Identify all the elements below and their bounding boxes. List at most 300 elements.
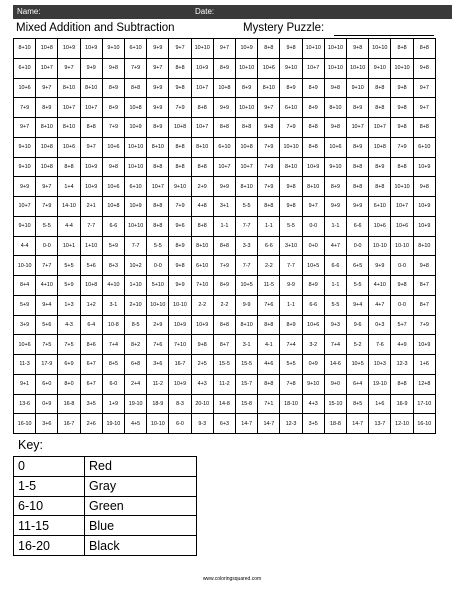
puzzle-cell[interactable]: 8+10 xyxy=(191,236,213,256)
puzzle-cell[interactable]: 10+8 xyxy=(213,78,235,98)
puzzle-cell[interactable]: 15-5 xyxy=(236,355,258,375)
puzzle-cell[interactable]: 3-2 xyxy=(302,335,324,355)
puzzle-cell[interactable]: 10+9 xyxy=(80,177,102,197)
puzzle-cell[interactable]: 9+6 xyxy=(169,216,191,236)
puzzle-cell[interactable]: 6+10 xyxy=(14,58,36,78)
puzzle-cell[interactable]: 4+3 xyxy=(302,394,324,414)
puzzle-cell[interactable]: 10+9 xyxy=(302,157,324,177)
puzzle-cell[interactable]: 8+8 xyxy=(213,315,235,335)
puzzle-cell[interactable]: 10+9 xyxy=(236,39,258,59)
puzzle-cell[interactable]: 10+7 xyxy=(191,118,213,138)
puzzle-cell[interactable]: 10-10 xyxy=(369,236,391,256)
puzzle-cell[interactable]: 6-0 xyxy=(102,374,124,394)
puzzle-cell[interactable]: 10+9 xyxy=(413,197,435,217)
puzzle-cell[interactable]: 8+7 xyxy=(213,335,235,355)
puzzle-cell[interactable]: 10+6 xyxy=(58,137,80,157)
puzzle-cell[interactable]: 8+3 xyxy=(102,256,124,276)
puzzle-cell[interactable]: 8+8 xyxy=(169,157,191,177)
puzzle-cell[interactable]: 10+8 xyxy=(236,137,258,157)
puzzle-cell[interactable]: 12-3 xyxy=(391,355,413,375)
puzzle-cell[interactable]: 8+8 xyxy=(391,374,413,394)
puzzle-cell[interactable]: 8+8 xyxy=(302,118,324,138)
puzzle-cell[interactable]: 16-10 xyxy=(413,414,435,434)
puzzle-cell[interactable]: 4+7 xyxy=(324,236,346,256)
puzzle-cell[interactable]: 3+5 xyxy=(302,414,324,434)
puzzle-cell[interactable]: 8+9 xyxy=(213,276,235,296)
puzzle-cell[interactable]: 7-7 xyxy=(125,236,147,256)
puzzle-cell[interactable]: 7+9 xyxy=(36,197,58,217)
puzzle-cell[interactable]: 3+10 xyxy=(280,236,302,256)
puzzle-cell[interactable]: 5-5 xyxy=(324,295,346,315)
puzzle-cell[interactable]: 10+7 xyxy=(213,157,235,177)
puzzle-cell[interactable]: 7+9 xyxy=(258,137,280,157)
puzzle-cell[interactable]: 8+8 xyxy=(302,137,324,157)
puzzle-cell[interactable]: 1-1 xyxy=(280,295,302,315)
puzzle-cell[interactable]: 9-6 xyxy=(347,315,369,335)
puzzle-cell[interactable]: 19-10 xyxy=(369,374,391,394)
puzzle-cell[interactable]: 10+8 xyxy=(125,98,147,118)
puzzle-cell[interactable]: 5-5 xyxy=(236,197,258,217)
puzzle-cell[interactable]: 2+6 xyxy=(80,414,102,434)
puzzle-cell[interactable]: 9+8 xyxy=(413,256,435,276)
puzzle-cell[interactable]: 19-10 xyxy=(102,414,124,434)
puzzle-cell[interactable]: 6+10 xyxy=(413,137,435,157)
puzzle-cell[interactable]: 1+3 xyxy=(58,295,80,315)
puzzle-cell[interactable]: 5-5 xyxy=(36,216,58,236)
puzzle-cell[interactable]: 10+10 xyxy=(125,216,147,236)
puzzle-cell[interactable]: 7+1 xyxy=(258,394,280,414)
puzzle-cell[interactable]: 9+8 xyxy=(102,58,124,78)
puzzle-cell[interactable]: 10+6 xyxy=(391,216,413,236)
puzzle-cell[interactable]: 8+8 xyxy=(169,58,191,78)
puzzle-cell[interactable]: 1-1 xyxy=(213,216,235,236)
puzzle-cell[interactable]: 1-1 xyxy=(324,276,346,296)
puzzle-cell[interactable]: 8+10 xyxy=(280,157,302,177)
puzzle-cell[interactable]: 5+5 xyxy=(280,355,302,375)
puzzle-cell[interactable]: 10+8 xyxy=(102,197,124,217)
puzzle-cell[interactable]: 1+10 xyxy=(80,236,102,256)
puzzle-cell[interactable]: 3+6 xyxy=(36,414,58,434)
puzzle-cell[interactable]: 7+10 xyxy=(191,276,213,296)
puzzle-cell[interactable]: 9+1 xyxy=(14,374,36,394)
puzzle-cell[interactable]: 9+4 xyxy=(36,295,58,315)
puzzle-cell[interactable]: 14-6 xyxy=(324,355,346,375)
puzzle-cell[interactable]: 6+4 xyxy=(347,374,369,394)
puzzle-cell[interactable]: 8+8 xyxy=(391,39,413,59)
puzzle-cell[interactable]: 14-7 xyxy=(258,414,280,434)
puzzle-cell[interactable]: 17-9 xyxy=(36,355,58,375)
puzzle-cell[interactable]: 10+6 xyxy=(14,335,36,355)
puzzle-cell[interactable]: 8+8 xyxy=(413,118,435,138)
puzzle-cell[interactable]: 2-2 xyxy=(191,295,213,315)
puzzle-cell[interactable]: 10+10 xyxy=(147,295,169,315)
puzzle-cell[interactable]: 0-0 xyxy=(147,256,169,276)
puzzle-cell[interactable]: 7-7 xyxy=(236,216,258,236)
puzzle-cell[interactable]: 5+6 xyxy=(36,315,58,335)
puzzle-cell[interactable]: 1+6 xyxy=(413,355,435,375)
puzzle-cell[interactable]: 6+10 xyxy=(125,177,147,197)
puzzle-cell[interactable]: 9+9 xyxy=(324,197,346,217)
puzzle-cell[interactable]: 8+9 xyxy=(280,78,302,98)
puzzle-cell[interactable]: 7+5 xyxy=(36,335,58,355)
puzzle-cell[interactable]: 9+9 xyxy=(147,98,169,118)
puzzle-cell[interactable]: 10+7 xyxy=(191,78,213,98)
puzzle-cell[interactable]: 0-0 xyxy=(347,236,369,256)
puzzle-cell[interactable]: 10+9 xyxy=(58,39,80,59)
puzzle-cell[interactable]: 8+9 xyxy=(280,315,302,335)
puzzle-cell[interactable]: 2+4 xyxy=(125,374,147,394)
puzzle-cell[interactable]: 6+5 xyxy=(347,256,369,276)
puzzle-cell[interactable]: 8+8 xyxy=(213,236,235,256)
puzzle-cell[interactable]: 2+5 xyxy=(191,355,213,375)
puzzle-cell[interactable]: 10+10 xyxy=(236,98,258,118)
puzzle-cell[interactable]: 9+8 xyxy=(391,98,413,118)
puzzle-cell[interactable]: 16-7 xyxy=(169,355,191,375)
puzzle-cell[interactable]: 9+10 xyxy=(102,39,124,59)
puzzle-cell[interactable]: 9+4 xyxy=(347,295,369,315)
puzzle-cell[interactable]: 8+9 xyxy=(236,78,258,98)
puzzle-cell[interactable]: 10+7 xyxy=(58,98,80,118)
puzzle-cell[interactable]: 9+7 xyxy=(302,197,324,217)
puzzle-cell[interactable]: 9-9 xyxy=(236,295,258,315)
puzzle-cell[interactable]: 9+8 xyxy=(258,118,280,138)
puzzle-cell[interactable]: 8+9 xyxy=(169,236,191,256)
puzzle-cell[interactable]: 11-2 xyxy=(213,374,235,394)
puzzle-cell[interactable]: 9+7 xyxy=(169,39,191,59)
puzzle-cell[interactable]: 16-10 xyxy=(14,414,36,434)
puzzle-cell[interactable]: 1+10 xyxy=(125,276,147,296)
puzzle-cell[interactable]: 10+8 xyxy=(169,118,191,138)
puzzle-cell[interactable]: 4-4 xyxy=(58,216,80,236)
puzzle-cell[interactable]: 7+9 xyxy=(280,118,302,138)
puzzle-cell[interactable]: 10+1 xyxy=(58,236,80,256)
puzzle-cell[interactable]: 3+6 xyxy=(147,355,169,375)
puzzle-cell[interactable]: 9+10 xyxy=(347,78,369,98)
puzzle-cell[interactable]: 15-5 xyxy=(213,355,235,375)
puzzle-cell[interactable]: 10+10 xyxy=(191,39,213,59)
puzzle-cell[interactable]: 7-7 xyxy=(236,256,258,276)
puzzle-cell[interactable]: 9+10 xyxy=(369,58,391,78)
puzzle-cell[interactable]: 7+4 xyxy=(280,335,302,355)
puzzle-cell[interactable]: 8+9 xyxy=(324,177,346,197)
puzzle-cell[interactable]: 4+10 xyxy=(369,276,391,296)
puzzle-cell[interactable]: 7+9 xyxy=(125,58,147,78)
puzzle-cell[interactable]: 10+10 xyxy=(324,39,346,59)
puzzle-cell[interactable]: 8+8 xyxy=(125,78,147,98)
puzzle-cell[interactable]: 10+10 xyxy=(391,58,413,78)
puzzle-cell[interactable]: 8+0 xyxy=(58,374,80,394)
puzzle-cell[interactable]: 16-7 xyxy=(58,414,80,434)
puzzle-cell[interactable]: 0-0 xyxy=(391,295,413,315)
puzzle-cell[interactable]: 6-0 xyxy=(169,414,191,434)
puzzle-cell[interactable]: 9+7 xyxy=(80,137,102,157)
puzzle-cell[interactable]: 3+5 xyxy=(80,394,102,414)
puzzle-cell[interactable]: 10+7 xyxy=(302,58,324,78)
puzzle-cell[interactable]: 8+10 xyxy=(236,315,258,335)
puzzle-cell[interactable]: 9-9 xyxy=(280,276,302,296)
puzzle-cell[interactable]: 9+8 xyxy=(391,118,413,138)
puzzle-cell[interactable]: 8+10 xyxy=(324,98,346,118)
puzzle-cell[interactable]: 6+7 xyxy=(80,374,102,394)
puzzle-cell[interactable]: 10+9 xyxy=(125,197,147,217)
puzzle-cell[interactable]: 1+9 xyxy=(102,394,124,414)
puzzle-cell[interactable]: 8+8 xyxy=(258,374,280,394)
puzzle-cell[interactable]: 7+9 xyxy=(213,256,235,276)
puzzle-cell[interactable]: 14-7 xyxy=(236,414,258,434)
puzzle-cell[interactable]: 0+0 xyxy=(302,236,324,256)
puzzle-cell[interactable]: 8+9 xyxy=(36,98,58,118)
puzzle-cell[interactable]: 1-1 xyxy=(258,216,280,236)
puzzle-cell[interactable]: 6-6 xyxy=(324,256,346,276)
puzzle-cell[interactable]: 10+10 xyxy=(125,137,147,157)
puzzle-cell[interactable]: 4-3 xyxy=(58,315,80,335)
puzzle-cell[interactable]: 9+9 xyxy=(169,276,191,296)
puzzle-cell[interactable]: 10+6 xyxy=(258,58,280,78)
puzzle-cell[interactable]: 8+10 xyxy=(258,78,280,98)
puzzle-cell[interactable]: 6+10 xyxy=(191,256,213,276)
puzzle-cell[interactable]: 7+9 xyxy=(102,118,124,138)
puzzle-cell[interactable]: 7+9 xyxy=(258,157,280,177)
puzzle-cell[interactable]: 4+6 xyxy=(258,355,280,375)
puzzle-cell[interactable]: 8+8 xyxy=(391,157,413,177)
puzzle-cell[interactable]: 8+9 xyxy=(347,98,369,118)
puzzle-cell[interactable]: 8+7 xyxy=(413,276,435,296)
puzzle-cell[interactable]: 4+8 xyxy=(191,197,213,217)
puzzle-cell[interactable]: 0+3 xyxy=(369,315,391,335)
puzzle-cell[interactable]: 4+10 xyxy=(102,276,124,296)
puzzle-cell[interactable]: 10+7 xyxy=(36,58,58,78)
puzzle-cell[interactable]: 11-5 xyxy=(258,276,280,296)
puzzle-cell[interactable]: 3+1 xyxy=(213,197,235,217)
puzzle-cell[interactable]: 7+6 xyxy=(147,335,169,355)
puzzle-cell[interactable]: 13-6 xyxy=(14,394,36,414)
puzzle-cell[interactable]: 10+5 xyxy=(236,276,258,296)
puzzle-cell[interactable]: 9+8 xyxy=(391,276,413,296)
puzzle-cell[interactable]: 10+7 xyxy=(391,197,413,217)
puzzle-cell[interactable]: 8-5 xyxy=(125,315,147,335)
puzzle-cell[interactable]: 7-7 xyxy=(280,256,302,276)
puzzle-cell[interactable]: 10+9 xyxy=(191,58,213,78)
puzzle-cell[interactable]: 8+10 xyxy=(80,78,102,98)
puzzle-cell[interactable]: 10-8 xyxy=(102,315,124,335)
puzzle-cell[interactable]: 8+9 xyxy=(102,78,124,98)
puzzle-cell[interactable]: 8+9 xyxy=(369,157,391,177)
puzzle-cell[interactable]: 9+7 xyxy=(413,78,435,98)
puzzle-cell[interactable]: 6+7 xyxy=(80,355,102,375)
puzzle-cell[interactable]: 9+8 xyxy=(324,78,346,98)
puzzle-cell[interactable]: 7+9 xyxy=(169,98,191,118)
puzzle-cell[interactable]: 9+10 xyxy=(302,374,324,394)
puzzle-cell[interactable]: 7+10 xyxy=(169,335,191,355)
puzzle-cell[interactable]: 8+9 xyxy=(302,98,324,118)
puzzle-cell[interactable]: 10+6 xyxy=(302,315,324,335)
puzzle-cell[interactable]: 9+7 xyxy=(58,58,80,78)
puzzle-cell[interactable]: 5+9 xyxy=(58,276,80,296)
puzzle-cell[interactable]: 1-1 xyxy=(324,216,346,236)
puzzle-cell[interactable]: 5+9 xyxy=(14,295,36,315)
puzzle-cell[interactable]: 8+7 xyxy=(413,295,435,315)
puzzle-cell[interactable]: 9+10 xyxy=(169,177,191,197)
puzzle-cell[interactable]: 5-5 xyxy=(280,216,302,236)
puzzle-cell[interactable]: 10+3 xyxy=(369,355,391,375)
puzzle-cell[interactable]: 9+9 xyxy=(213,98,235,118)
puzzle-cell[interactable]: 8+10 xyxy=(191,137,213,157)
puzzle-cell[interactable]: 10-10 xyxy=(169,295,191,315)
puzzle-cell[interactable]: 8+8 xyxy=(347,157,369,177)
puzzle-cell[interactable]: 10+7 xyxy=(80,98,102,118)
puzzle-cell[interactable]: 10+8 xyxy=(369,137,391,157)
puzzle-cell[interactable]: 8+8 xyxy=(147,157,169,177)
puzzle-cell[interactable]: 3-3 xyxy=(236,236,258,256)
puzzle-cell[interactable]: 9+8 xyxy=(191,335,213,355)
puzzle-cell[interactable]: 5-5 xyxy=(347,276,369,296)
puzzle-cell[interactable]: 8+8 xyxy=(191,157,213,177)
puzzle-cell[interactable]: 0-0 xyxy=(36,236,58,256)
puzzle-cell[interactable]: 9+7 xyxy=(147,58,169,78)
puzzle-cell[interactable]: 4+5 xyxy=(125,414,147,434)
puzzle-cell[interactable]: 9+8 xyxy=(347,39,369,59)
puzzle-cell[interactable]: 10+5 xyxy=(302,256,324,276)
puzzle-cell[interactable]: 0+9 xyxy=(302,355,324,375)
puzzle-cell[interactable]: 10+9 xyxy=(125,118,147,138)
puzzle-cell[interactable]: 10+7 xyxy=(147,177,169,197)
puzzle-cell[interactable]: 8+10 xyxy=(302,177,324,197)
puzzle-cell[interactable]: 6-6 xyxy=(258,236,280,256)
puzzle-cell[interactable]: 7+9 xyxy=(258,177,280,197)
puzzle-cell[interactable]: 1+6 xyxy=(369,394,391,414)
puzzle-cell[interactable]: 8+9 xyxy=(102,98,124,118)
puzzle-cell[interactable]: 16-9 xyxy=(391,394,413,414)
puzzle-cell[interactable]: 20-10 xyxy=(191,394,213,414)
puzzle-cell[interactable]: 8+8 xyxy=(213,118,235,138)
puzzle-cell[interactable]: 8+8 xyxy=(258,315,280,335)
puzzle-cell[interactable]: 8+8 xyxy=(58,157,80,177)
puzzle-cell[interactable]: 18-9 xyxy=(147,394,169,414)
puzzle-cell[interactable]: 7+4 xyxy=(324,335,346,355)
puzzle-cell[interactable]: 8+8 xyxy=(369,78,391,98)
puzzle-cell[interactable]: 10+2 xyxy=(125,256,147,276)
puzzle-cell[interactable]: 9+8 xyxy=(102,157,124,177)
puzzle-cell[interactable]: 0-0 xyxy=(302,216,324,236)
puzzle-cell[interactable]: 8+5 xyxy=(102,355,124,375)
puzzle-cell[interactable]: 3-1 xyxy=(236,335,258,355)
puzzle-cell[interactable]: 10+7 xyxy=(14,197,36,217)
puzzle-cell[interactable]: 8+8 xyxy=(236,118,258,138)
puzzle-cell[interactable]: 9+3 xyxy=(324,315,346,335)
puzzle-cell[interactable]: 6-6 xyxy=(302,295,324,315)
puzzle-cell[interactable]: 7+4 xyxy=(102,335,124,355)
puzzle-cell[interactable]: 4+3 xyxy=(191,374,213,394)
puzzle-cell[interactable]: 8+8 xyxy=(258,197,280,217)
puzzle-cell[interactable]: 4+9 xyxy=(391,335,413,355)
puzzle-cell[interactable]: 10+8 xyxy=(36,137,58,157)
puzzle-cell[interactable]: 9+7 xyxy=(413,98,435,118)
mystery-answer-line[interactable] xyxy=(334,35,434,36)
puzzle-cell[interactable]: 8+9 xyxy=(302,276,324,296)
puzzle-cell[interactable]: 19-10 xyxy=(125,394,147,414)
puzzle-cell[interactable]: 8+8 xyxy=(147,216,169,236)
puzzle-cell[interactable]: 6+10 xyxy=(369,197,391,217)
puzzle-cell[interactable]: 9+9 xyxy=(147,78,169,98)
puzzle-cell[interactable]: 7+9 xyxy=(391,137,413,157)
puzzle-cell[interactable]: 8+8 xyxy=(191,98,213,118)
puzzle-cell[interactable]: 14-7 xyxy=(347,414,369,434)
puzzle-cell[interactable]: 10+6 xyxy=(14,78,36,98)
puzzle-cell[interactable]: 7-6 xyxy=(369,335,391,355)
puzzle-cell[interactable]: 18-8 xyxy=(324,414,346,434)
puzzle-cell[interactable]: 11-2 xyxy=(147,374,169,394)
puzzle-cell[interactable]: 8+9 xyxy=(302,78,324,98)
puzzle-cell[interactable]: 8+6 xyxy=(80,335,102,355)
puzzle-cell[interactable]: 6+0 xyxy=(36,374,58,394)
puzzle-cell[interactable]: 9+7 xyxy=(36,177,58,197)
puzzle-cell[interactable]: 9+7 xyxy=(258,98,280,118)
puzzle-cell[interactable]: 10+5 xyxy=(347,355,369,375)
puzzle-cell[interactable]: 9+7 xyxy=(14,118,36,138)
puzzle-cell[interactable]: 15-8 xyxy=(236,394,258,414)
puzzle-cell[interactable]: 2+9 xyxy=(147,315,169,335)
puzzle-cell[interactable]: 6+10 xyxy=(213,137,235,157)
puzzle-cell[interactable]: 9+8 xyxy=(391,78,413,98)
puzzle-cell[interactable]: 9+10 xyxy=(14,157,36,177)
puzzle-cell[interactable]: 5+10 xyxy=(147,276,169,296)
puzzle-cell[interactable]: 0+9 xyxy=(36,394,58,414)
puzzle-cell[interactable]: 10+10 xyxy=(236,58,258,78)
puzzle-cell[interactable]: 2+9 xyxy=(191,177,213,197)
puzzle-cell[interactable]: 9+10 xyxy=(324,157,346,177)
puzzle-cell[interactable]: 9+8 xyxy=(413,58,435,78)
puzzle-cell[interactable]: 8+8 xyxy=(369,177,391,197)
puzzle-cell[interactable]: 12-3 xyxy=(280,414,302,434)
puzzle-cell[interactable]: 10+9 xyxy=(191,315,213,335)
puzzle-cell[interactable]: 9+9 xyxy=(369,256,391,276)
puzzle-cell[interactable]: 10+6 xyxy=(102,177,124,197)
puzzle-cell[interactable]: 8+8 xyxy=(191,216,213,236)
puzzle-cell[interactable]: 9+7 xyxy=(36,78,58,98)
puzzle-cell[interactable]: 9+8 xyxy=(324,118,346,138)
puzzle-cell[interactable]: 9+8 xyxy=(280,39,302,59)
puzzle-cell[interactable]: 10+9 xyxy=(169,374,191,394)
puzzle-cell[interactable]: 12-10 xyxy=(391,414,413,434)
puzzle-cell[interactable]: 9+9 xyxy=(80,58,102,78)
puzzle-cell[interactable]: 8+5 xyxy=(347,394,369,414)
puzzle-cell[interactable]: 10+8 xyxy=(80,276,102,296)
puzzle-cell[interactable]: 9+8 xyxy=(413,177,435,197)
puzzle-cell[interactable]: 10-10 xyxy=(14,256,36,276)
puzzle-cell[interactable]: 10+8 xyxy=(36,157,58,177)
puzzle-cell[interactable]: 14-8 xyxy=(213,394,235,414)
puzzle-cell[interactable]: 5+5 xyxy=(58,256,80,276)
puzzle-cell[interactable]: 9+8 xyxy=(169,256,191,276)
puzzle-cell[interactable]: 6+9 xyxy=(58,355,80,375)
puzzle-cell[interactable]: 9+10 xyxy=(280,58,302,78)
puzzle-cell[interactable]: 18-10 xyxy=(280,394,302,414)
puzzle-cell[interactable]: 7+9 xyxy=(14,98,36,118)
puzzle-cell[interactable]: 6+8 xyxy=(125,355,147,375)
puzzle-cell[interactable]: 8+9 xyxy=(213,58,235,78)
puzzle-cell[interactable]: 6+10 xyxy=(280,98,302,118)
puzzle-cell[interactable]: 9+0 xyxy=(324,374,346,394)
puzzle-cell[interactable]: 5-5 xyxy=(147,236,169,256)
puzzle-cell[interactable]: 8+10 xyxy=(36,118,58,138)
puzzle-cell[interactable]: 6+10 xyxy=(125,39,147,59)
puzzle-cell[interactable]: 10+10 xyxy=(280,137,302,157)
puzzle-cell[interactable]: 9+10 xyxy=(14,216,36,236)
puzzle-cell[interactable]: 8+10 xyxy=(58,78,80,98)
puzzle-cell[interactable]: 8+10 xyxy=(236,177,258,197)
puzzle-cell[interactable]: 2-2 xyxy=(258,256,280,276)
puzzle-cell[interactable]: 1+4 xyxy=(58,177,80,197)
